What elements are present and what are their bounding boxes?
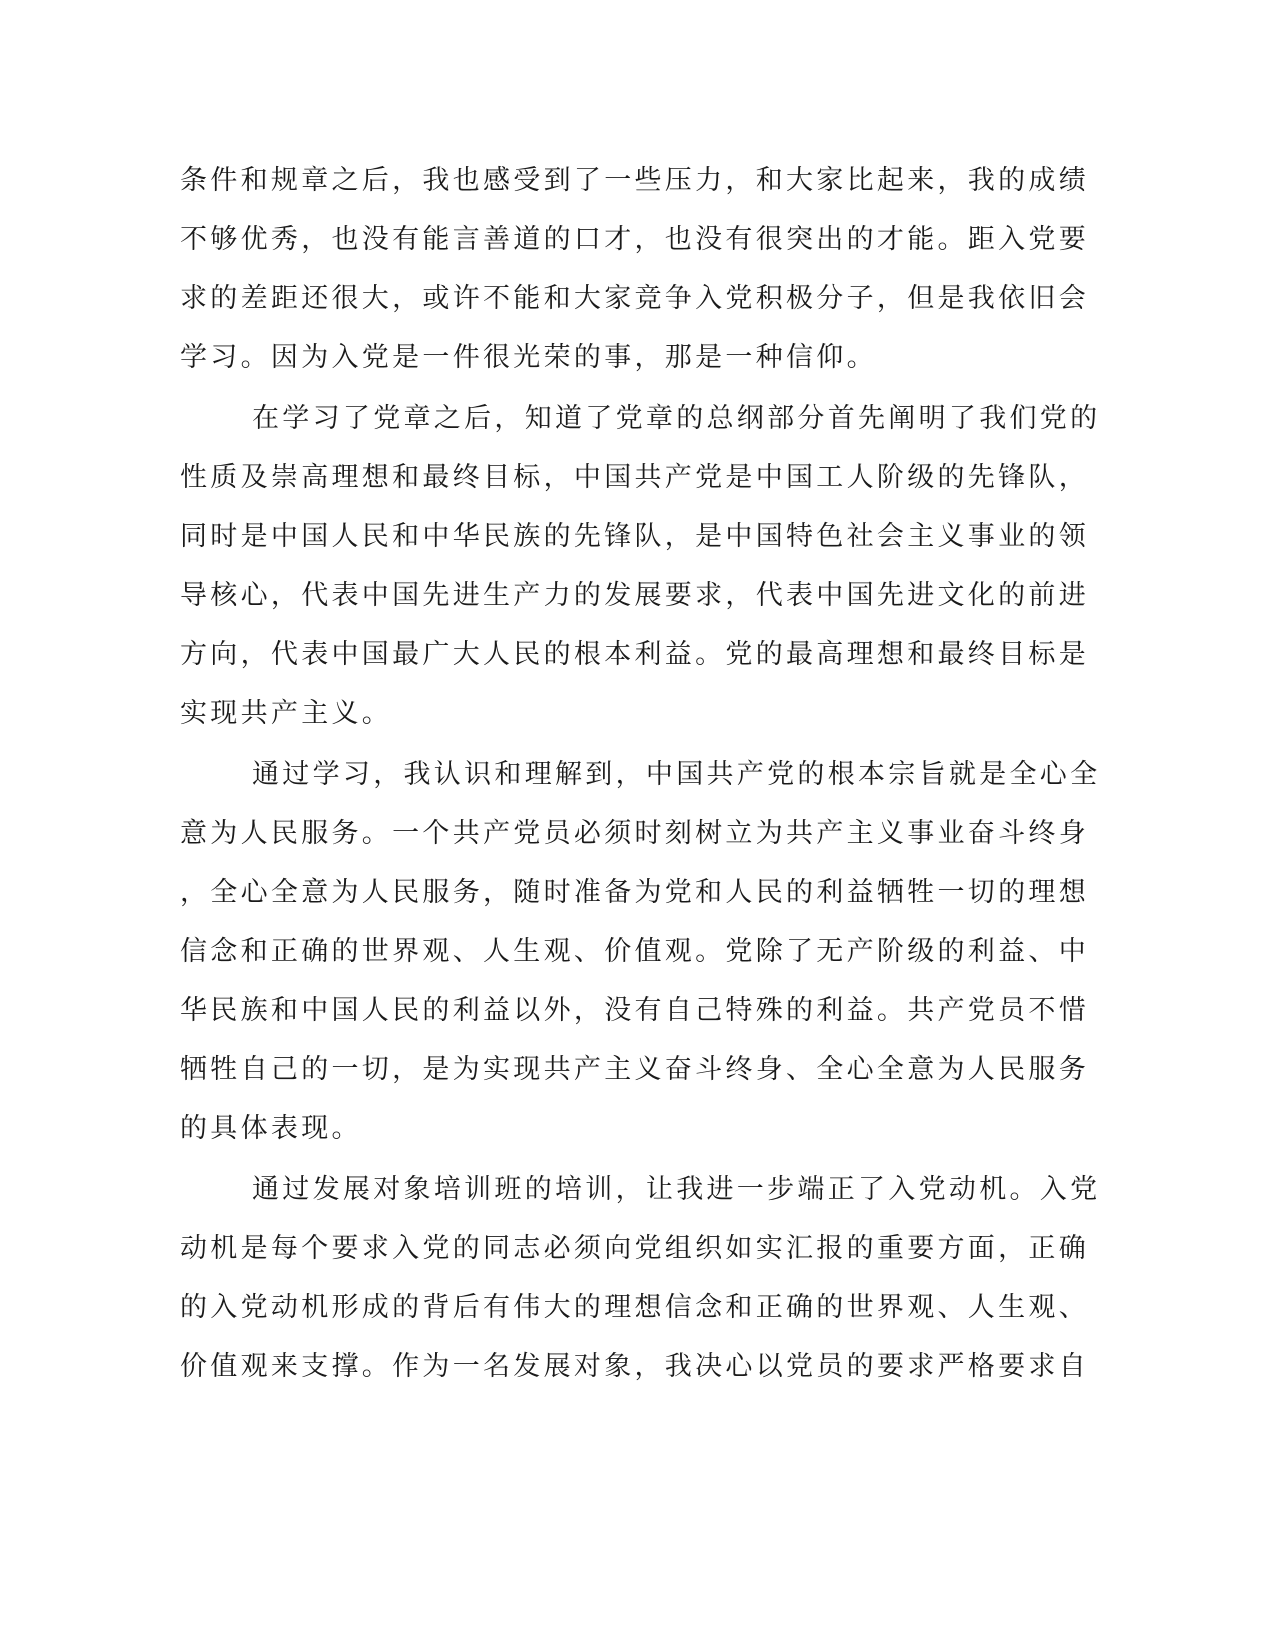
paragraph xyxy=(180,387,1101,741)
text-line: 条件和规章之后，我也感受到了一些压力，和大家比起来，我的成绩 xyxy=(180,165,1089,196)
text-line: 意为人民服务。一个共产党员必须时刻树立为共产主义事业奋斗终身 xyxy=(180,818,1089,849)
text-line: 通过学习，我认识和理解到，中国共产党的根本宗旨就是全心全 xyxy=(252,759,1101,790)
text-line: 通过发展对象培训班的培训，让我进一步端正了入党动机。入党 xyxy=(252,1174,1101,1205)
text-line: 方向，代表中国最广大人民的根本利益。党的最高理想和最终目标是 xyxy=(180,639,1089,670)
text-line: 动机是每个要求入党的同志必须向党组织如实汇报的重要方面，正确 xyxy=(180,1233,1089,1264)
text-line: 牺牲自己的一切，是为实现共产主义奋斗终身、全心全意为人民服务 xyxy=(180,1054,1089,1085)
text-line: 在学习了党章之后，知道了党章的总纲部分首先阐明了我们党的 xyxy=(252,403,1101,434)
text-line: 华民族和中国人民的利益以外，没有自己特殊的利益。共产党员不惜 xyxy=(180,995,1089,1026)
text-line: 不够优秀，也没有能言善道的口才，也没有很突出的才能。距入党要 xyxy=(180,224,1089,255)
paragraph xyxy=(180,1158,1101,1394)
text-line: 导核心，代表中国先进生产力的发展要求，代表中国先进文化的前进 xyxy=(180,580,1089,611)
text-line: 学习。因为入党是一件很光荣的事，那是一种信仰。 xyxy=(180,342,877,373)
paragraph xyxy=(180,743,1101,1156)
text-line: 信念和正确的世界观、人生观、价值观。党除了无产阶级的利益、中 xyxy=(180,936,1089,967)
text-line: 实现共产主义。 xyxy=(180,698,393,729)
text-line: 价值观来支撑。作为一名发展对象，我决心以党员的要求严格要求自 xyxy=(180,1351,1089,1382)
text-line: 的具体表现。 xyxy=(180,1113,362,1144)
text-line: 同时是中国人民和中华民族的先锋队，是中国特色社会主义事业的领 xyxy=(180,521,1089,552)
text-line: ，全心全意为人民服务，随时准备为党和人民的利益牺牲一切的理想 xyxy=(180,877,1089,908)
text-line: 求的差距还很大，或许不能和大家竞争入党积极分子，但是我依旧会 xyxy=(180,283,1089,314)
text-line: 的入党动机形成的背后有伟大的理想信念和正确的世界观、人生观、 xyxy=(180,1292,1089,1323)
body-text xyxy=(180,149,1101,1394)
paragraph xyxy=(180,149,1089,385)
text-line: 性质及崇高理想和最终目标，中国共产党是中国工人阶级的先锋队， xyxy=(180,462,1089,493)
